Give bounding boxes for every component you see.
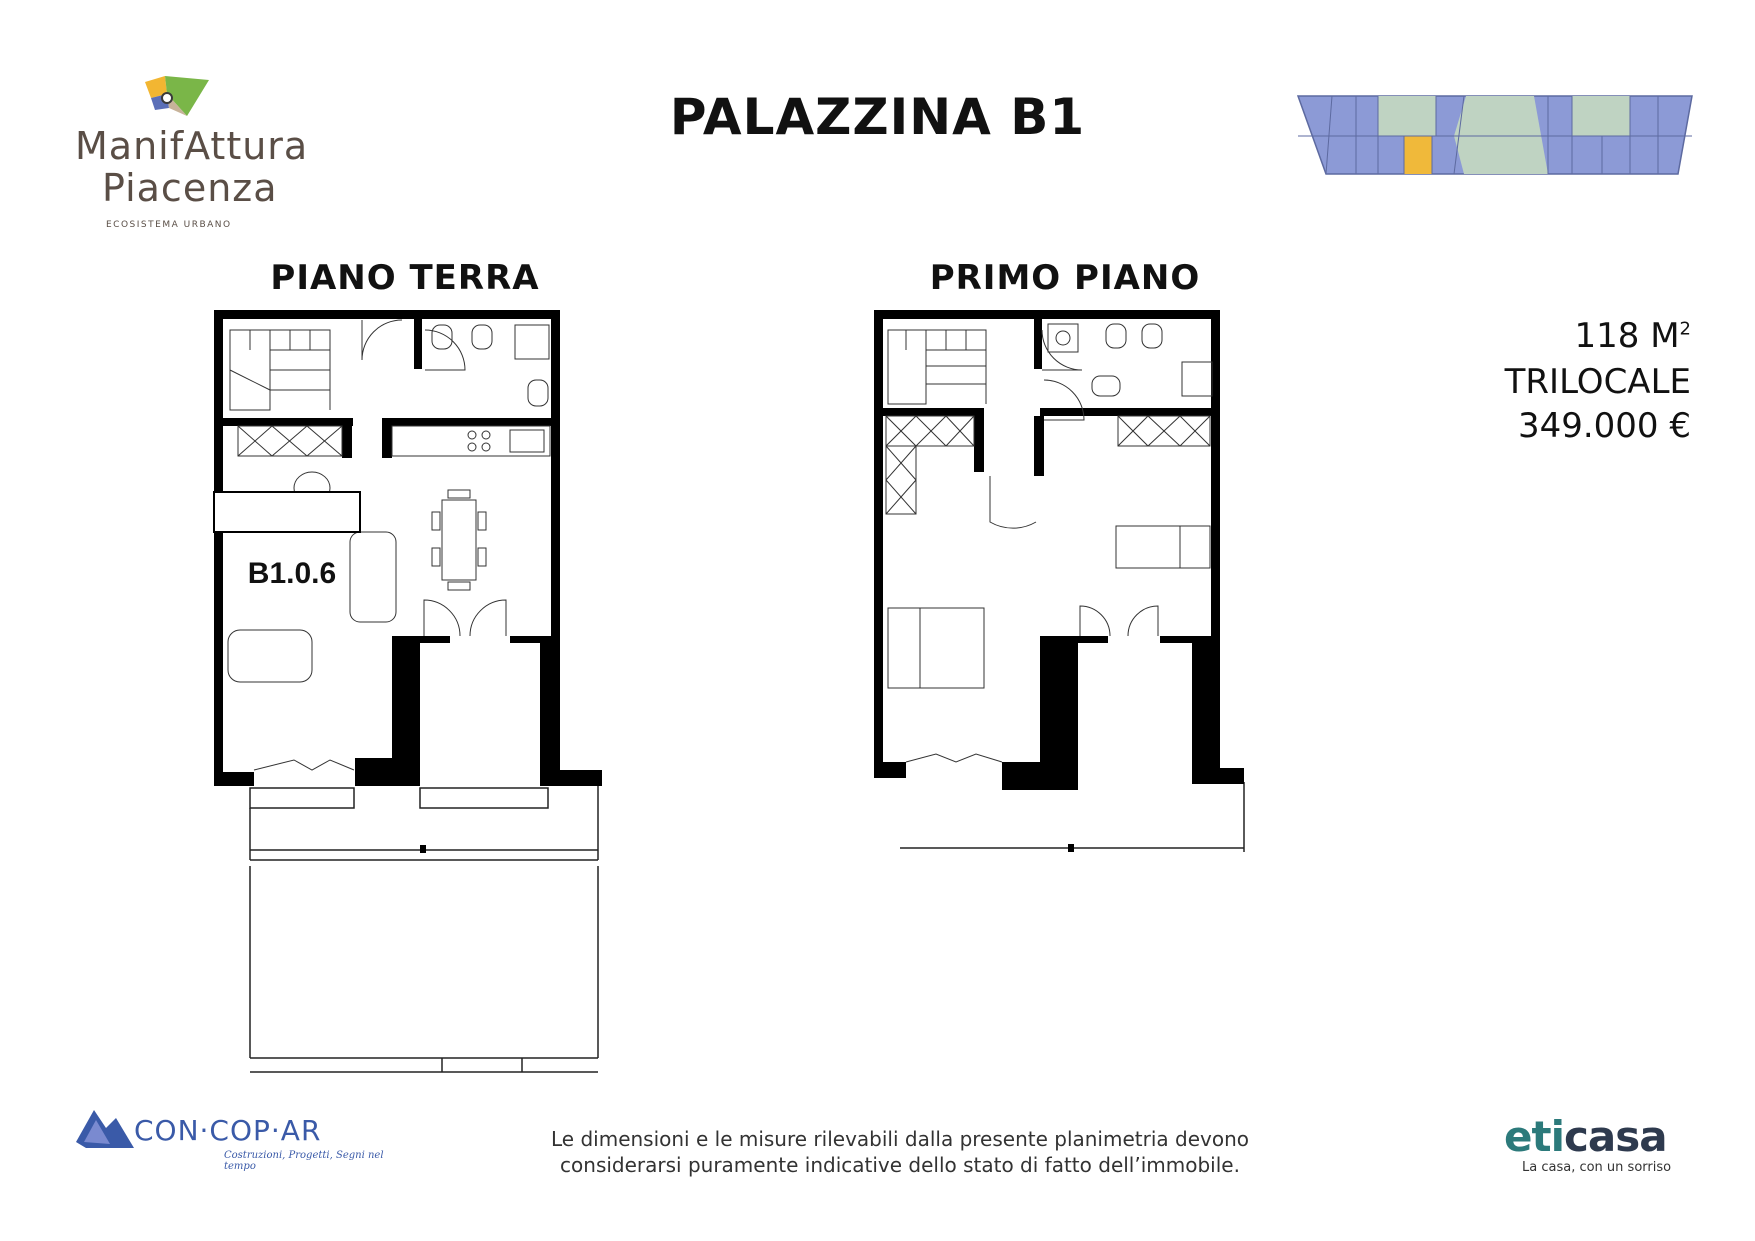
unit-type: TRILOCALE xyxy=(1504,362,1691,402)
disclaimer xyxy=(490,1126,1310,1178)
key-plan xyxy=(1296,92,1696,182)
agency-tagline: La casa, con un sorriso xyxy=(1522,1160,1672,1175)
agency-name-part2: casa xyxy=(1563,1112,1667,1161)
unit-price: 349.000 € xyxy=(1517,406,1691,446)
brand-name-line1: ManifAttura xyxy=(75,124,309,168)
first-floor-plan xyxy=(870,300,1270,880)
floor-title-ground: PIANO TERRA xyxy=(270,258,540,298)
brand-name-line2: Piacenza xyxy=(102,166,278,210)
disclaimer-line1: Le dimensioni e le misure rilevabili dalla presente planimetria devono xyxy=(551,1127,1249,1151)
unit-area-sup: 2 xyxy=(1679,318,1691,340)
disclaimer-line2: considerarsi puramente indicative dello stato di fatto dell’immobile. xyxy=(560,1153,1240,1177)
builder-tagline: Costruzioni, Progetti, Segni nel tempo xyxy=(224,1150,384,1172)
page-title: PALAZZINA B1 xyxy=(669,88,1086,146)
floor-title-first: PRIMO PIANO xyxy=(929,258,1201,298)
ground-floor-plan xyxy=(210,300,610,1080)
mountain-icon xyxy=(76,1106,136,1150)
agency-name-part1: eti xyxy=(1504,1112,1564,1161)
brand-tagline: ECOSISTEMA URBANO xyxy=(106,220,232,230)
unit-label-box xyxy=(214,492,360,532)
unit-area-value: 118 M xyxy=(1574,316,1680,356)
builder-name: CON·COP·AR xyxy=(134,1114,322,1147)
selected-unit-marker xyxy=(1404,136,1432,174)
builder-logo xyxy=(76,1104,396,1174)
agency-name xyxy=(1504,1112,1667,1161)
unit-code-label: B1.0.6 xyxy=(247,557,337,590)
unit-area xyxy=(1575,316,1692,356)
agency-logo xyxy=(1504,1112,1704,1175)
